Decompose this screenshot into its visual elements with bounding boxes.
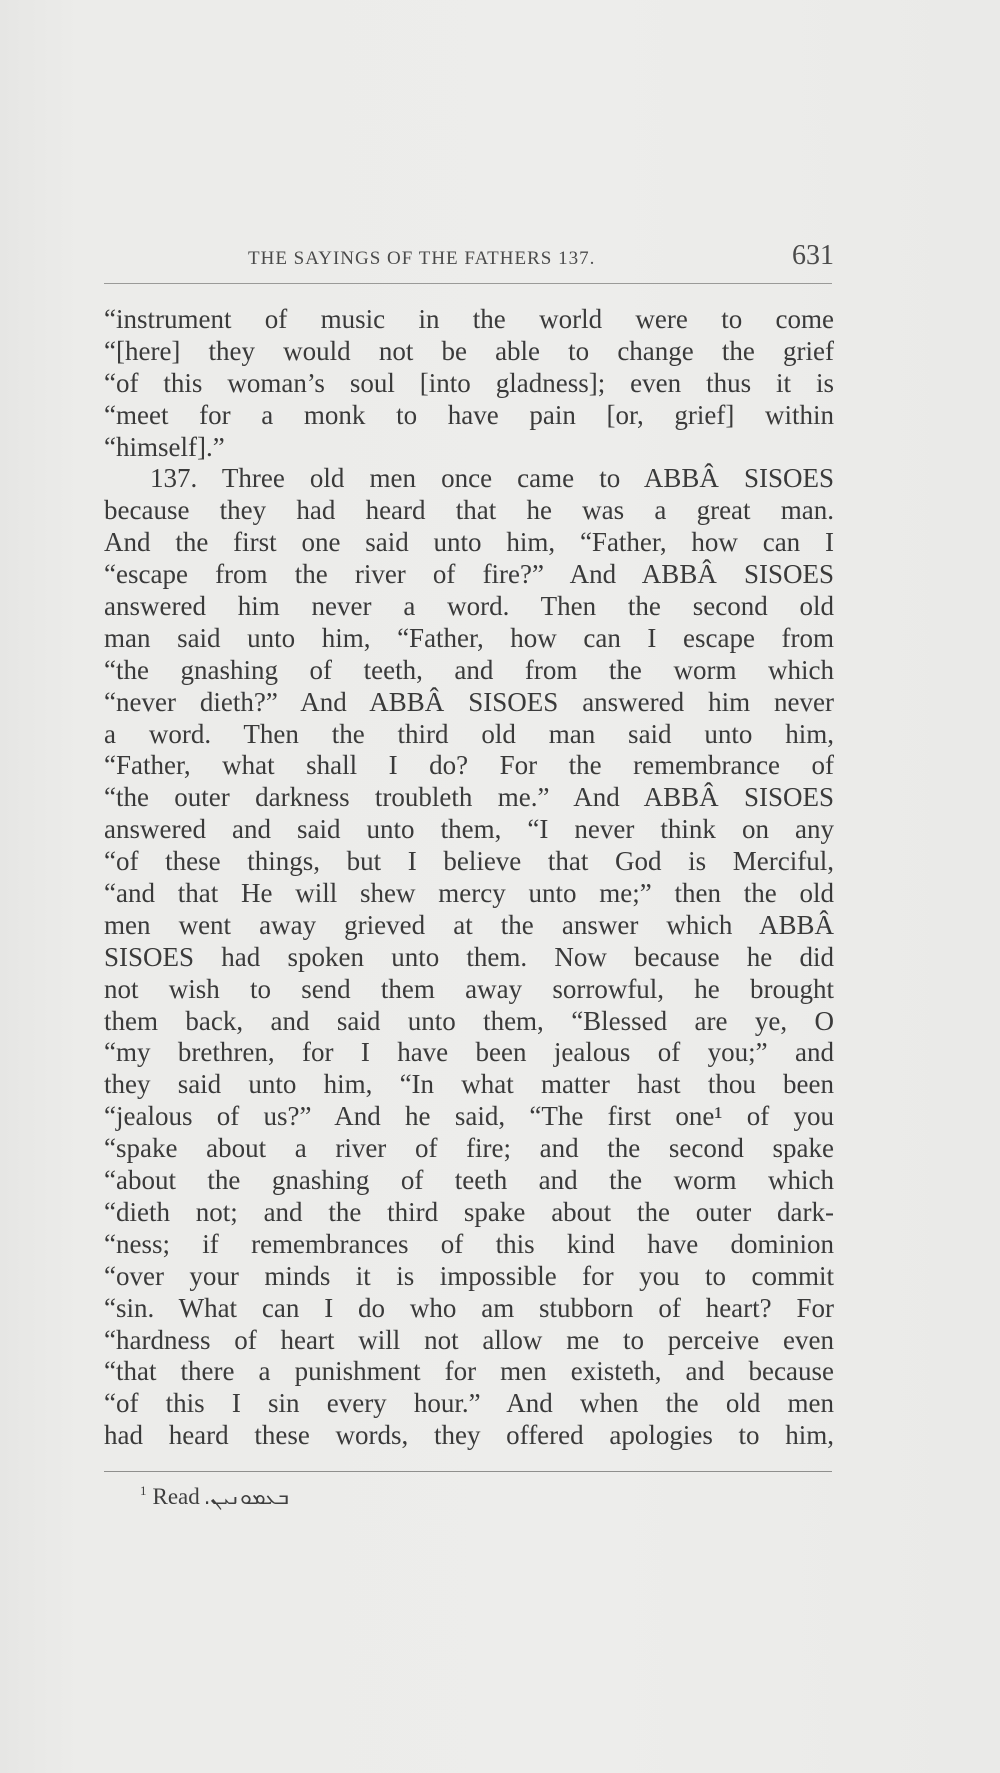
text-line: had heard these words, they offered apologies to him, xyxy=(104,1420,834,1451)
text-line: “dieth not; and the third spake about the outer dark- xyxy=(104,1196,834,1227)
text-line: “over your minds it is impossible for you to commit xyxy=(104,1260,834,1291)
footnote xyxy=(140,1483,289,1510)
text-line: “the outer darkness troubleth me.” And ABBÂ SISOES xyxy=(104,782,834,813)
page-number: 631 xyxy=(792,240,834,271)
header-rule xyxy=(104,283,832,284)
footnote-text: Read xyxy=(152,1484,200,1509)
text-line: because they had heard that he was a great man. xyxy=(104,495,834,526)
text-line: “that there a punishment for men existeth, and because xyxy=(104,1356,834,1387)
body-text xyxy=(104,304,834,1452)
text-line: them back, and said unto them, “Blessed are ye, O xyxy=(104,1005,834,1036)
text-line: “my brethren, for I have been jealous of you;” and xyxy=(104,1037,834,1068)
footnote-syriac-word: ܒܥܡܘܢܝܢ. xyxy=(203,1485,289,1509)
text-line: they said unto him, “In what matter hast thou been xyxy=(104,1069,834,1100)
text-line: “never dieth?” And ABBÂ SISOES answered him never xyxy=(104,686,834,717)
text-line: “of this I sin every hour.” And when the old men xyxy=(104,1388,834,1419)
text-line: “spake about a river of fire; and the second spake xyxy=(104,1133,834,1164)
text-line: “escape from the river of fire?” And ABBÂ SISOES xyxy=(104,559,834,590)
text-line: “[here] they would not be able to change the grief xyxy=(104,335,834,366)
footnote-rule xyxy=(104,1471,832,1472)
text-line: SISOES had spoken unto them. Now because he did xyxy=(104,941,834,972)
running-head xyxy=(104,240,834,282)
text-line: “himself].” xyxy=(104,431,225,462)
text-line: “hardness of heart will not allow me to perceive even xyxy=(104,1324,834,1355)
footnote-marker: 1 xyxy=(140,1483,147,1498)
text-line: “of these things, but I believe that God is Merciful, xyxy=(104,846,834,877)
text-line: “meet for a monk to have pain [or, grief] within xyxy=(104,399,834,430)
running-title: THE SAYINGS OF THE FATHERS 137. xyxy=(248,248,596,269)
text-line: a word. Then the third old man said unto him, xyxy=(104,718,834,749)
text-line: man said unto him, “Father, how can I escape from xyxy=(104,622,834,653)
text-line: “of this woman’s soul [into gladness]; even thus it is xyxy=(104,367,834,398)
text-line: “Father, what shall I do? For the remembrance of xyxy=(104,750,834,781)
text-line: men went away grieved at the answer which ABBÂ xyxy=(104,909,834,940)
text-line: And the first one said unto him, “Father, how can I xyxy=(104,527,834,558)
text-line: answered and said unto them, “I never think on any xyxy=(104,814,834,845)
text-line: “sin. What can I do who am stubborn of heart? For xyxy=(104,1292,834,1323)
text-line: “jealous of us?” And he said, “The first one¹ of you xyxy=(104,1101,834,1132)
text-line: not wish to send them away sorrowful, he brought xyxy=(104,973,834,1004)
text-line: “ness; if remembrances of this kind have dominion xyxy=(104,1228,834,1259)
text-line: “the gnashing of teeth, and from the worm which xyxy=(104,654,834,685)
text-line: “instrument of music in the world were to come xyxy=(104,304,834,334)
text-line: answered him never a word. Then the second old xyxy=(104,591,834,622)
text-line: “about the gnashing of teeth and the worm which xyxy=(104,1165,834,1196)
text-line: 137. Three old men once came to ABBÂ SISOES xyxy=(150,463,834,494)
text-line: “and that He will shew mercy unto me;” then the old xyxy=(104,878,834,909)
